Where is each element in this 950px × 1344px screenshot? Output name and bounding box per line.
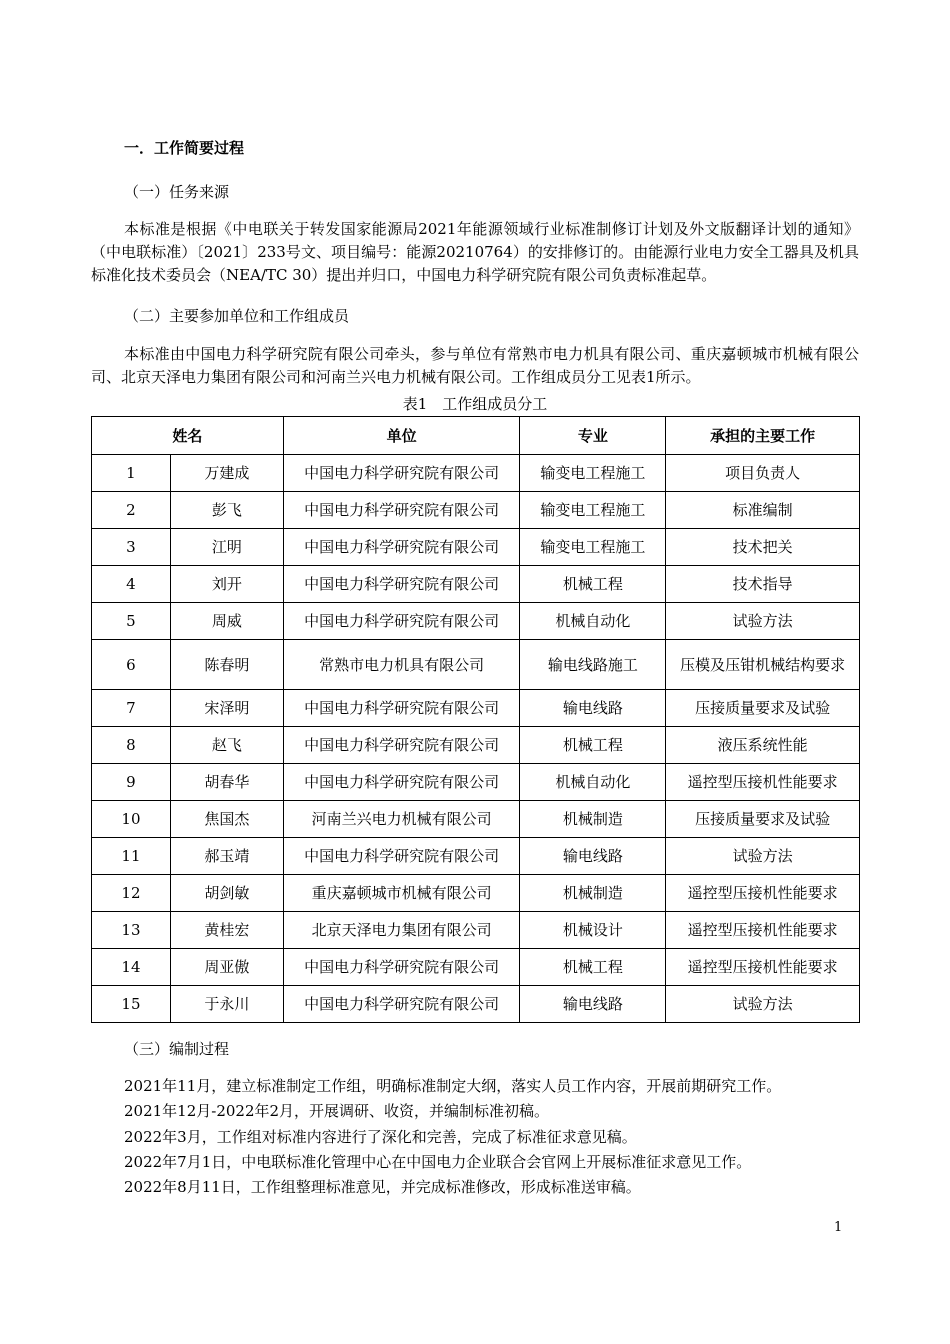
subsection-title-task-source: （一）任务来源	[124, 183, 230, 201]
process-item: 2021年12月-2022年2月，开展调研、收资，并编制标准初稿。	[124, 1102, 550, 1120]
cell-no: 14	[92, 949, 171, 986]
cell-name: 黄桂宏	[170, 912, 283, 949]
table-row	[92, 529, 860, 566]
cell-name: 刘开	[170, 566, 283, 603]
cell-work: 标准编制	[666, 492, 860, 529]
cell-work: 试验方法	[666, 603, 860, 640]
table-row	[92, 603, 860, 640]
cell-specialty: 输电线路	[520, 986, 666, 1023]
section-title: 一．工作简要过程	[124, 139, 245, 157]
task-source-paragraph: 本标准是根据《中电联关于转发国家能源局2021年能源领域行业标准制修订计划及外文版翻译计划的通知》（中电联标准）〔2021〕233号文、项目编号：能源20210764）的安排修订的。由能源行业电力安全工器具及机具标准化技术委员会（NEA/TC 30）提出并归口，中国电力科学研究院有限公司负责标准起草。	[91, 220, 859, 284]
cell-no: 15	[92, 986, 171, 1023]
table-body	[92, 455, 860, 1023]
cell-work: 压接质量要求及试验	[666, 690, 860, 727]
cell-unit: 中国电力科学研究院有限公司	[283, 529, 520, 566]
cell-no: 7	[92, 690, 171, 727]
table-row	[92, 875, 860, 912]
process-item: 2022年3月，工作组对标准内容进行了深化和完善，完成了标准征求意见稿。	[124, 1128, 637, 1146]
process-item: 2022年8月11日，工作组整理标准意见，并完成标准修改，形成标准送审稿。	[124, 1178, 641, 1196]
subsection-title-participants: （二）主要参加单位和工作组成员	[124, 307, 350, 325]
cell-no: 13	[92, 912, 171, 949]
cell-no: 6	[92, 640, 171, 690]
cell-unit: 中国电力科学研究院有限公司	[283, 727, 520, 764]
cell-unit: 中国电力科学研究院有限公司	[283, 603, 520, 640]
cell-name: 郝玉靖	[170, 838, 283, 875]
cell-no: 3	[92, 529, 171, 566]
cell-name: 万建成	[170, 455, 283, 492]
cell-work: 项目负责人	[666, 455, 860, 492]
cell-name: 宋泽明	[170, 690, 283, 727]
table-row	[92, 764, 860, 801]
cell-work: 技术把关	[666, 529, 860, 566]
cell-specialty: 机械工程	[520, 949, 666, 986]
table-row	[92, 838, 860, 875]
cell-unit: 中国电力科学研究院有限公司	[283, 690, 520, 727]
table-row	[92, 492, 860, 529]
header-name: 姓名	[92, 417, 284, 455]
cell-name: 陈春明	[170, 640, 283, 690]
cell-unit: 河南兰兴电力机械有限公司	[283, 801, 520, 838]
cell-unit: 中国电力科学研究院有限公司	[283, 764, 520, 801]
subsection-title-process: （三）编制过程	[124, 1040, 230, 1058]
cell-work: 遥控型压接机性能要求	[666, 949, 860, 986]
cell-specialty: 机械自动化	[520, 764, 666, 801]
cell-no: 9	[92, 764, 171, 801]
cell-no: 8	[92, 727, 171, 764]
cell-unit: 北京天泽电力集团有限公司	[283, 912, 520, 949]
members-table	[91, 416, 860, 1023]
cell-no: 2	[92, 492, 171, 529]
cell-specialty: 输变电工程施工	[520, 492, 666, 529]
process-item: 2022年7月1日，中电联标准化管理中心在中国电力企业联合会官网上开展标准征求意见工作。	[124, 1153, 752, 1171]
cell-name: 周威	[170, 603, 283, 640]
table-caption: 表1 工作组成员分工	[402, 395, 548, 413]
cell-no: 10	[92, 801, 171, 838]
cell-unit: 常熟市电力机具有限公司	[283, 640, 520, 690]
cell-specialty: 输变电工程施工	[520, 455, 666, 492]
table-row	[92, 801, 860, 838]
cell-work: 压模及压钳机械结构要求	[666, 640, 860, 690]
cell-no: 5	[92, 603, 171, 640]
table-row	[92, 986, 860, 1023]
cell-unit: 中国电力科学研究院有限公司	[283, 986, 520, 1023]
process-item: 2021年11月，建立标准制定工作组，明确标准制定大纲，落实人员工作内容，开展前期研究工作。	[124, 1077, 782, 1095]
cell-name: 赵飞	[170, 727, 283, 764]
header-unit: 单位	[283, 417, 520, 455]
table-row	[92, 566, 860, 603]
cell-specialty: 输变电工程施工	[520, 529, 666, 566]
cell-work: 遥控型压接机性能要求	[666, 764, 860, 801]
cell-specialty: 机械工程	[520, 727, 666, 764]
header-specialty: 专业	[520, 417, 666, 455]
cell-work: 遥控型压接机性能要求	[666, 875, 860, 912]
cell-specialty: 机械自动化	[520, 603, 666, 640]
cell-name: 江明	[170, 529, 283, 566]
header-work: 承担的主要工作	[666, 417, 860, 455]
cell-unit: 中国电力科学研究院有限公司	[283, 492, 520, 529]
cell-work: 遥控型压接机性能要求	[666, 912, 860, 949]
table-row	[92, 727, 860, 764]
cell-unit: 中国电力科学研究院有限公司	[283, 838, 520, 875]
cell-specialty: 输电线路	[520, 690, 666, 727]
cell-work: 技术指导	[666, 566, 860, 603]
cell-specialty: 机械设计	[520, 912, 666, 949]
table-row	[92, 949, 860, 986]
cell-name: 焦国杰	[170, 801, 283, 838]
cell-unit: 中国电力科学研究院有限公司	[283, 566, 520, 603]
cell-specialty: 机械制造	[520, 801, 666, 838]
cell-work: 液压系统性能	[666, 727, 860, 764]
participants-paragraph: 本标准由中国电力科学研究院有限公司牵头，参与单位有常熟市电力机具有限公司、重庆嘉顿城市机械有限公司、北京天泽电力集团有限公司和河南兰兴电力机械有限公司。工作组成员分工见表1所示。	[91, 345, 859, 386]
cell-unit: 中国电力科学研究院有限公司	[283, 455, 520, 492]
cell-name: 彭飞	[170, 492, 283, 529]
cell-work: 试验方法	[666, 838, 860, 875]
table-row	[92, 912, 860, 949]
cell-unit: 中国电力科学研究院有限公司	[283, 949, 520, 986]
cell-specialty: 机械制造	[520, 875, 666, 912]
table-row	[92, 690, 860, 727]
cell-work: 压接质量要求及试验	[666, 801, 860, 838]
cell-specialty: 机械工程	[520, 566, 666, 603]
page-number: 1	[834, 1220, 843, 1235]
cell-no: 4	[92, 566, 171, 603]
cell-no: 12	[92, 875, 171, 912]
cell-name: 周亚傲	[170, 949, 283, 986]
table-header-row	[92, 417, 860, 455]
table-row	[92, 455, 860, 492]
cell-no: 1	[92, 455, 171, 492]
cell-specialty: 输电线路	[520, 838, 666, 875]
cell-no: 11	[92, 838, 171, 875]
cell-specialty: 输电线路施工	[520, 640, 666, 690]
cell-work: 试验方法	[666, 986, 860, 1023]
table-row	[92, 640, 860, 690]
cell-name: 于永川	[170, 986, 283, 1023]
cell-name: 胡剑敏	[170, 875, 283, 912]
cell-name: 胡春华	[170, 764, 283, 801]
cell-unit: 重庆嘉顿城市机械有限公司	[283, 875, 520, 912]
